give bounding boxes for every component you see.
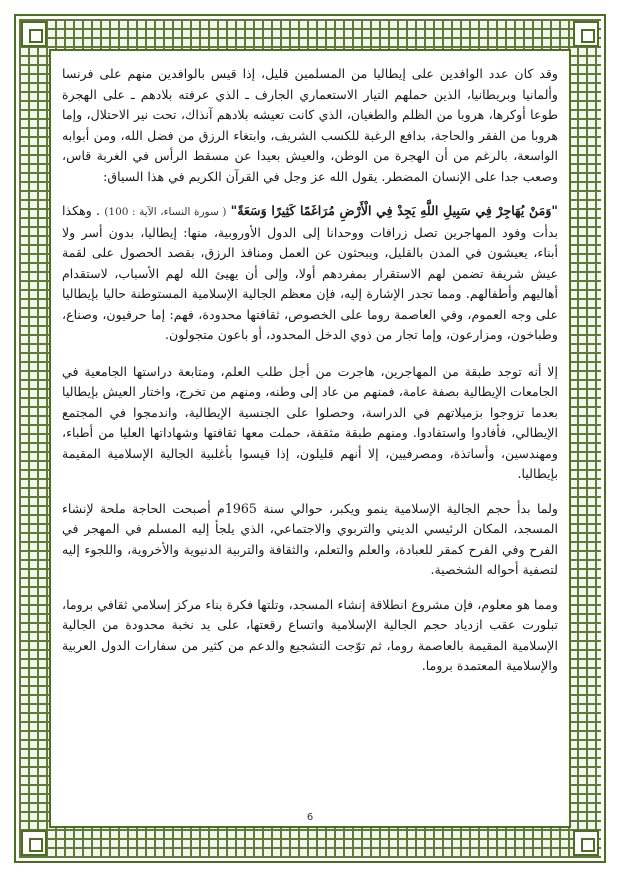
paragraph-5: ومما هو معلوم، فإن مشروع انطلاقة إنشاء المسجد، وتلتها فكرة بناء مركز إسلامي ثقافي بروما، تبلورت عقب ازدياد حجم الجالية الإسلامية واتساع رقعتها، على يد نخبة محدودة من الجالية الإسلامية المقيمة بالعاصمة روما، ثم توّجت التشجيع والدعم من كثير من سفارات الدول العربية والإسلامية المعتمدة بروما. xyxy=(62,596,558,673)
paragraph-3: إلا أنه توجد طبقة من المهاجرين، هاجرت من أجل طلب العلم، ومتابعة دراستها الجامعية في الجامعات الإيطالية بصفة عامة، فمنهم من عاد إلى وطنه، ومنهم من تخرج، واختار العيش بإيطاليا بعدما تزوجوا بزميلاتهم في الدراسة، وحصلوا على الجنسية الإيطالية، واندمجوا في المجتمع الإيطالي، فأفادوا واستفادوا. ومنهم طبقة مثقفة، حملت معها ثقافتها وشهاداتها العليا من أطباء، ومهندسين، وأساتذة، ومصرفيين، إلا أنهم قليلون، إذا قيسوا بأغلبية الجالية الإسلامية المقيمة بإيطاليا. xyxy=(62,363,559,481)
quran-verse: "وَمَنْ يُهَاجِرْ فِي سَبِيلِ اللَّهِ يَجِدْ فِي الْأَرْضِ مُرَاغَمًا كَثِيرًا وَسَعَةً" xyxy=(230,203,558,218)
corner-ornament xyxy=(21,21,47,47)
corner-ornament xyxy=(573,830,599,856)
paragraph-2: . وهكذا بدأت وفود المهاجرين تصل زرافات ووحدانا إلى الدول الأوروبية، منها: إيطاليا، بدون أسر ولا أبناء، يعيشون في المدن بالقليل، ويبحثون عن العمل ومنافذ الرزق، بقصد الحصول على لقمة عيش شريفة تضمن لهم الاستقرار بمفردهم أولا، وإلى أن يهيئ الله لهم الأسباب، لاستقدام أهاليهم وأطفالهم. ومما تجدر الإشارة إليه، فإن معظم الجالية الإسلامية المستوطنة حاليا بإيطاليا على وجه العموم، وفي العاصمة روما على الخصوص، ثقافتها محدودة، فهم: إما حرفيون، وصناع، وطباخون، ومزارعون، وإما تجار من ذوي الدخل المحدود، أو باعون متجولون. xyxy=(62,203,558,342)
corner-ornament xyxy=(573,21,599,47)
paragraph-1: وقد كان عدد الوافدين على إيطاليا من المسلمين قليل، إذا قيس بالوافدين منهم على فرنسا وألمانيا وبريطانيا، الذين حملهم التيار الاستعماري الجارف ـ الذي عرفته بلادهم ـ على الهجرة طوعا أوكرها، هروبا من الظلم والطغيان، الذي كانت تعيشه بلادهم آنذاك، تحت نير الاحتلال، وإما هروبا من الفقر والحاجة، بدافع الرغبة للكسب الشريف، وابتغاء الرزق من فضل الله، ومن أبوابه الواسعة، بالرغم من أن الهجرة من الوطن، والعيش بعيدا عن مسقط الرأس في الغربة قاس، وصعب جدا على الإنسان المضطر. يقول الله عز وجل في القرآن الكريم في هذا السياق: xyxy=(62,66,558,184)
paragraph-4: ولما بدأ حجم الجالية الإسلامية ينمو ويكبر، حوالي سنة 1965م أصبحت الحاجة ملحة لإنشاء المسجد، المكان الرئيسي الديني والتربوي والاجتماعي، الذي يلجأ إليه المسلم في المهجر في الفرح وفي الفرح كمقر للعبادة، والعلم والتعلم، والثقافة والتربية الدنيوية والأخروية، واللجوء إليه لتصفية أحواله الشخصية. xyxy=(62,500,558,577)
page-number: 6 xyxy=(306,812,314,823)
verse-block xyxy=(62,201,558,346)
corner-ornament xyxy=(21,830,47,856)
article-body xyxy=(62,64,558,691)
verse-reference: ( سورة النساء، الآية : 100) xyxy=(104,206,227,218)
